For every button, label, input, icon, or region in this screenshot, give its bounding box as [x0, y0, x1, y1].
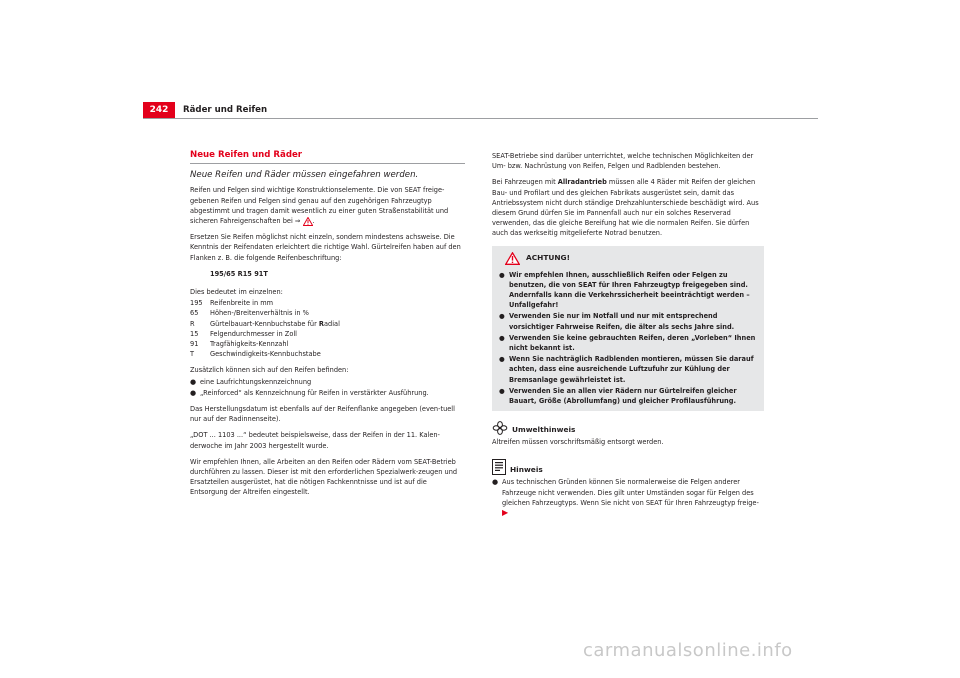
bullet-icon: ● — [499, 333, 505, 342]
warning-item-text: Verwenden Sie nur im Notfall und nur mit entsprechend vorsichtiger Fahrweise Reifen, die älter als sechs Jahre sind. — [509, 312, 735, 331]
warning-box — [492, 246, 764, 412]
spec-key: 91 — [190, 340, 199, 349]
hint-title-text: Hinweis — [510, 465, 543, 475]
spec-key: 15 — [190, 329, 199, 338]
warning-item-text: Verwenden Sie an allen vier Rädern nur Gürtelreifen gleicher Bauart, Größe (Abrollumfang) und gleicher Profilausführung. — [509, 386, 737, 406]
paragraph-text: . — [312, 217, 315, 226]
spec-value: Geschwindigkeits-Kennbuchstabe — [210, 350, 321, 359]
bullet-icon: ● — [499, 355, 505, 364]
bullet-icon: ● — [499, 386, 505, 395]
paragraph: SEAT-Betriebe sind darüber unterrichtet, welche technischen Möglichkeiten der Um- bzw. Nachrüstung von Reifen, Felgen und Radblenden bestehen. — [492, 152, 754, 171]
spec-value: Reifenbreite in mm — [210, 299, 274, 308]
warning-triangle-icon — [505, 252, 520, 265]
bullet-icon: ● — [499, 312, 505, 321]
environment-note-title-text: Umwelthinweis — [512, 425, 576, 435]
spec-value — [210, 319, 340, 329]
paragraph: „DOT ... 1103 ...“ bedeutet beispielsweise, dass der Reifen in der 11. Kalen-derwoche im Jahr 2003 hergestellt wurde. — [190, 431, 440, 450]
spec-row — [190, 308, 465, 318]
spec-row — [190, 298, 465, 308]
bullet-icon: ● — [190, 377, 197, 386]
paragraph: Dies bedeutet im einzelnen: — [190, 288, 283, 297]
spec-key: 65 — [190, 309, 199, 318]
spec-value-bold: R — [318, 319, 324, 328]
paragraph: Wir empfehlen Ihnen, alle Arbeiten an den Reifen oder Rädern vom SEAT-Betrieb durchführen zu lassen. Dieser ist mit den erforderlichen Spezialwerk-zeugen und Ersatzteilen ausgerüstet, hat die nötigen Fachkenntnisse und ist auf die Entsorgung der Altreifen eingestellt. — [190, 457, 458, 497]
spec-row — [190, 349, 465, 359]
warning-title — [505, 252, 757, 265]
warning-item-text: Verwenden Sie keine gebrauchten Reifen, deren „Vorleben“ Ihnen nicht bekannt ist. — [509, 333, 756, 353]
spec-key: T — [190, 350, 195, 359]
list-item-text: „Reinforced“ als Kennzeichnung für Reifen in verstärkter Ausführung. — [200, 388, 429, 397]
tire-spec-list — [190, 298, 465, 359]
spec-row — [190, 319, 465, 329]
list-item — [190, 388, 465, 398]
right-column — [492, 151, 764, 519]
left-column — [190, 150, 465, 504]
spec-key: R — [190, 319, 195, 328]
warning-item — [499, 386, 757, 406]
warning-item — [499, 311, 757, 331]
spec-row — [190, 339, 465, 349]
list-item — [190, 377, 465, 387]
hint-title — [492, 459, 764, 475]
bullet-icon: ● — [499, 270, 505, 279]
list-item-text: eine Laufrichtungskennzeichnung — [200, 377, 312, 386]
bullet-icon: ● — [190, 388, 197, 397]
warning-item — [499, 333, 757, 353]
paragraph — [492, 177, 764, 238]
environment-flower-icon — [492, 421, 508, 435]
spec-key: 195 — [190, 299, 203, 308]
warning-item-text: Wenn Sie nachträglich Radblenden montieren, müssen Sie darauf achten, dass eine ausreichende Luftzufuhr zur Kühlung der Bremsanlage gewährleistet ist. — [509, 355, 754, 384]
environment-note-text: Altreifen müssen vorschriftsmäßig entsorgt werden. — [492, 438, 664, 447]
environment-note-title — [492, 421, 764, 435]
paragraph: Ersetzen Sie Reifen möglichst nicht einzeln, sondern mindestens achsweise. Die Kenntnis der Reifendaten erleichtert die richtige Wahl. Gürtelreifen haben auf den Flanken z. B. die folgende Reifenbeschriftung: — [190, 233, 461, 262]
paragraph-text: Bei Fahrzeugen mit — [492, 178, 558, 187]
header-rule — [143, 118, 818, 119]
page-number: 242 — [143, 102, 175, 118]
warning-title-text: ACHTUNG! — [526, 253, 570, 263]
running-title: Räder und Reifen — [183, 105, 268, 115]
tire-code: 195/65 R15 91T — [210, 269, 268, 278]
paragraph: Das Herstellungsdatum ist ebenfalls auf der Reifenflanke angegeben (even-tuell nur auf der Radinnenseite). — [190, 405, 455, 424]
continue-arrow-icon: ▶ — [502, 508, 509, 518]
hint-text-body: Aus technischen Gründen können Sie normalerweise die Felgen anderer Fahrzeuge nicht verwenden. Dies gilt unter Umständen sogar für Felgen des gleichen Fahrzeugtyps. Wenn Sie nicht von SEAT für Ihren Fahrzeugtyp freige- — [502, 478, 759, 507]
spec-row — [190, 329, 465, 339]
paragraph-text: Reifen und Felgen sind wichtige Konstruktionselemente. Die von SEAT freige-gebenen Reifen und Felgen sind genau auf den zugehörigen Fahrzeugtyp abgestimmt und tragen damit wesentlich zu einer guten Straßenstabilität und sicheren Fahreigenschaften bei ⇒ — [190, 186, 449, 226]
spec-value: Felgendurchmesser in Zoll — [210, 329, 298, 338]
warning-item-text: Wir empfehlen Ihnen, ausschließlich Reifen oder Felgen zu benutzen, die von SEAT für Ihren Fahrzeugtyp freigegeben sind. Andernfalls kann die Verkehrssicherheit beeinträchtigt werden – Unfallgefahr! — [509, 270, 750, 310]
spec-value: Höhen-/Breitenverhältnis in % — [210, 309, 309, 318]
paragraph-bold: Allradantrieb — [557, 178, 607, 187]
warning-triangle-icon — [303, 217, 313, 226]
paragraph-text: müssen alle 4 Räder mit Reifen der gleichen Bau- und Profilart und des gleichen Fabrikats ausgerüstet sein, damit das Antriebssystem nicht durch ständige Drehzahlunterschiede beschädigt wird. Aus diesem Grund dürfen Sie im Pannenfall auch nur ein solches Reserverad verwenden, das die gleiche Bereifung hat wie die normalen Reifen. Sie dürfen auch das werkseitig mitgelieferte Notrad benutzen. — [492, 178, 759, 238]
watermark: carmanualsonline.info — [583, 640, 793, 661]
warning-item — [499, 354, 757, 385]
paragraph — [190, 185, 465, 226]
hint-text — [502, 477, 764, 518]
spec-value: Tragfähigkeits-Kennzahl — [210, 340, 289, 349]
bullet-icon: ● — [492, 478, 499, 487]
spec-value-text: Gürtelbauart-Kennbuchstabe für — [210, 319, 319, 328]
paragraph: Zusätzlich können sich auf den Reifen befinden: — [190, 366, 349, 375]
warning-item — [499, 270, 757, 311]
hint-item — [492, 477, 764, 518]
section-title: Neue Reifen und Räder — [190, 150, 465, 164]
section-subtitle: Neue Reifen und Räder müssen eingefahren werden. — [190, 170, 419, 181]
spec-value-text: adial — [323, 319, 340, 328]
info-note-icon — [492, 459, 506, 475]
